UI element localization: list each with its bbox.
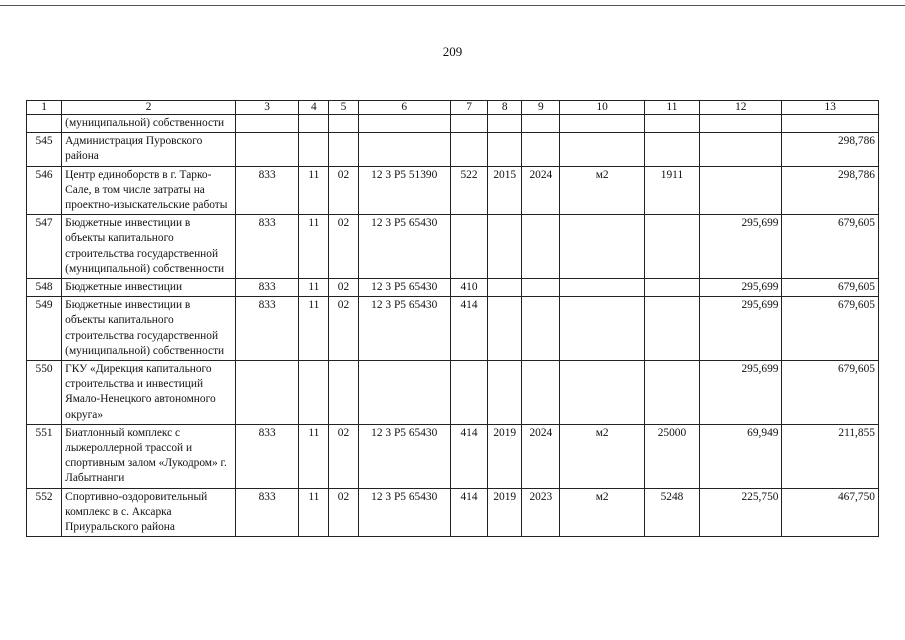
amount-2022-cell: 295,699 bbox=[700, 297, 782, 361]
target-article-cell: 12 3 Р5 51390 bbox=[358, 166, 450, 215]
unit-cell bbox=[560, 279, 644, 297]
amount-total-cell: 679,605 bbox=[782, 361, 879, 425]
expense-type-cell: 414 bbox=[450, 297, 487, 361]
amount-2022-cell: 225,750 bbox=[700, 488, 782, 537]
column-header: 1 bbox=[27, 101, 62, 115]
row-number-cell bbox=[27, 115, 62, 133]
target-article-cell: 12 3 Р5 65430 bbox=[358, 279, 450, 297]
column-header: 11 bbox=[644, 101, 699, 115]
table-row bbox=[27, 166, 879, 215]
expense-type-cell bbox=[450, 361, 487, 425]
code-cell: 833 bbox=[235, 424, 298, 488]
start-year-cell bbox=[488, 361, 522, 425]
expense-type-cell bbox=[450, 115, 487, 133]
section-cell: 11 bbox=[299, 297, 329, 361]
table-row bbox=[27, 488, 879, 537]
section-cell: 11 bbox=[299, 215, 329, 279]
table-row bbox=[27, 115, 879, 133]
amount-total-cell: 298,786 bbox=[782, 166, 879, 215]
amount-2022-cell: 295,699 bbox=[700, 279, 782, 297]
end-year-cell bbox=[522, 215, 560, 279]
table-row bbox=[27, 361, 879, 425]
column-header: 6 bbox=[358, 101, 450, 115]
expense-type-cell bbox=[450, 215, 487, 279]
amount-total-cell: 211,855 bbox=[782, 424, 879, 488]
subsection-cell: 02 bbox=[329, 166, 358, 215]
item-name-cell: ГКУ «Дирекция капитального строительства и инвестиций Ямало-Ненецкого автономного округа» bbox=[62, 361, 236, 425]
amount-total-cell: 679,605 bbox=[782, 297, 879, 361]
section-cell bbox=[299, 361, 329, 425]
amount-2022-cell bbox=[700, 115, 782, 133]
capacity-cell: 5248 bbox=[644, 488, 699, 537]
column-header: 5 bbox=[329, 101, 358, 115]
table-row bbox=[27, 279, 879, 297]
end-year-cell bbox=[522, 279, 560, 297]
section-cell bbox=[299, 115, 329, 133]
column-header: 2 bbox=[62, 101, 236, 115]
subsection-cell: 02 bbox=[329, 279, 358, 297]
start-year-cell bbox=[488, 133, 522, 166]
expense-type-cell: 410 bbox=[450, 279, 487, 297]
top-rule bbox=[0, 5, 905, 6]
code-cell: 833 bbox=[235, 488, 298, 537]
end-year-cell bbox=[522, 115, 560, 133]
section-cell: 11 bbox=[299, 424, 329, 488]
column-header: 8 bbox=[488, 101, 522, 115]
table-row bbox=[27, 133, 879, 166]
end-year-cell bbox=[522, 133, 560, 166]
start-year-cell bbox=[488, 115, 522, 133]
column-header: 7 bbox=[450, 101, 487, 115]
section-cell: 11 bbox=[299, 279, 329, 297]
row-number-cell: 552 bbox=[27, 488, 62, 537]
unit-cell bbox=[560, 215, 644, 279]
start-year-cell bbox=[488, 297, 522, 361]
subsection-cell: 02 bbox=[329, 215, 358, 279]
unit-cell: м2 bbox=[560, 424, 644, 488]
unit-cell bbox=[560, 115, 644, 133]
end-year-cell: 2023 bbox=[522, 488, 560, 537]
unit-cell: м2 bbox=[560, 488, 644, 537]
amount-total-cell: 679,605 bbox=[782, 279, 879, 297]
start-year-cell: 2015 bbox=[488, 166, 522, 215]
expense-type-cell: 522 bbox=[450, 166, 487, 215]
amount-total-cell: 298,786 bbox=[782, 133, 879, 166]
subsection-cell bbox=[329, 115, 358, 133]
amount-total-cell bbox=[782, 115, 879, 133]
code-cell: 833 bbox=[235, 215, 298, 279]
item-name-cell: (муниципальной) собственности bbox=[62, 115, 236, 133]
target-article-cell bbox=[358, 361, 450, 425]
code-cell bbox=[235, 133, 298, 166]
target-article-cell: 12 3 Р5 65430 bbox=[358, 488, 450, 537]
capacity-cell: 1911 bbox=[644, 166, 699, 215]
start-year-cell: 2019 bbox=[488, 424, 522, 488]
target-article-cell: 12 3 Р5 65430 bbox=[358, 297, 450, 361]
page-number: 209 bbox=[442, 44, 463, 59]
section-cell: 11 bbox=[299, 488, 329, 537]
column-header: 13 bbox=[782, 101, 879, 115]
column-header: 10 bbox=[560, 101, 644, 115]
row-number-cell: 549 bbox=[27, 297, 62, 361]
amount-2022-cell: 295,699 bbox=[700, 215, 782, 279]
item-name-cell: Бюджетные инвестиции в объекты капитального строительства государственной (муниципальной) собственности bbox=[62, 297, 236, 361]
row-number-cell: 550 bbox=[27, 361, 62, 425]
capacity-cell bbox=[644, 279, 699, 297]
unit-cell bbox=[560, 133, 644, 166]
item-name-cell: Центр единоборств в г. Тарко-Сале, в том числе затраты на проектно-изыскательские работы bbox=[62, 166, 236, 215]
code-cell bbox=[235, 115, 298, 133]
column-header: 3 bbox=[235, 101, 298, 115]
code-cell: 833 bbox=[235, 279, 298, 297]
expense-type-cell: 414 bbox=[450, 424, 487, 488]
item-name-cell: Бюджетные инвестиции в объекты капитального строительства государственной (муниципальной) собственности bbox=[62, 215, 236, 279]
amount-total-cell: 679,605 bbox=[782, 215, 879, 279]
row-number-cell: 551 bbox=[27, 424, 62, 488]
end-year-cell: 2024 bbox=[522, 166, 560, 215]
column-header: 4 bbox=[299, 101, 329, 115]
target-article-cell: 12 3 Р5 65430 bbox=[358, 215, 450, 279]
unit-cell bbox=[560, 297, 644, 361]
column-header: 12 bbox=[700, 101, 782, 115]
target-article-cell: 12 3 Р5 65430 bbox=[358, 424, 450, 488]
start-year-cell: 2019 bbox=[488, 488, 522, 537]
amount-2022-cell: 69,949 bbox=[700, 424, 782, 488]
subsection-cell: 02 bbox=[329, 424, 358, 488]
row-number-cell: 548 bbox=[27, 279, 62, 297]
row-number-cell: 545 bbox=[27, 133, 62, 166]
code-cell: 833 bbox=[235, 166, 298, 215]
end-year-cell bbox=[522, 361, 560, 425]
table-row bbox=[27, 215, 879, 279]
item-name-cell: Бюджетные инвестиции bbox=[62, 279, 236, 297]
header-row bbox=[27, 101, 879, 115]
capacity-cell bbox=[644, 215, 699, 279]
expense-type-cell: 414 bbox=[450, 488, 487, 537]
code-cell bbox=[235, 361, 298, 425]
row-number-cell: 546 bbox=[27, 166, 62, 215]
subsection-cell: 02 bbox=[329, 297, 358, 361]
column-header: 9 bbox=[522, 101, 560, 115]
unit-cell bbox=[560, 361, 644, 425]
end-year-cell: 2024 bbox=[522, 424, 560, 488]
item-name-cell: Спортивно-оздоровительный комплекс в с. Аксарка Приуральского района bbox=[62, 488, 236, 537]
subsection-cell: 02 bbox=[329, 488, 358, 537]
subsection-cell bbox=[329, 133, 358, 166]
end-year-cell bbox=[522, 297, 560, 361]
start-year-cell bbox=[488, 279, 522, 297]
budget-table bbox=[26, 100, 879, 537]
capacity-cell: 25000 bbox=[644, 424, 699, 488]
capacity-cell bbox=[644, 133, 699, 166]
target-article-cell bbox=[358, 115, 450, 133]
code-cell: 833 bbox=[235, 297, 298, 361]
table-row bbox=[27, 297, 879, 361]
amount-total-cell: 467,750 bbox=[782, 488, 879, 537]
capacity-cell bbox=[644, 361, 699, 425]
amount-2022-cell: 295,699 bbox=[700, 361, 782, 425]
item-name-cell: Биатлонный комплекс с лыжероллерной трассой и спортивным залом «Лукодром» г. Лабытнанги bbox=[62, 424, 236, 488]
target-article-cell bbox=[358, 133, 450, 166]
start-year-cell bbox=[488, 215, 522, 279]
item-name-cell: Администрация Пуровского района bbox=[62, 133, 236, 166]
table-row bbox=[27, 424, 879, 488]
section-cell bbox=[299, 133, 329, 166]
amount-2022-cell bbox=[700, 166, 782, 215]
capacity-cell bbox=[644, 297, 699, 361]
unit-cell: м2 bbox=[560, 166, 644, 215]
section-cell: 11 bbox=[299, 166, 329, 215]
capacity-cell bbox=[644, 115, 699, 133]
subsection-cell bbox=[329, 361, 358, 425]
amount-2022-cell bbox=[700, 133, 782, 166]
row-number-cell: 547 bbox=[27, 215, 62, 279]
expense-type-cell bbox=[450, 133, 487, 166]
